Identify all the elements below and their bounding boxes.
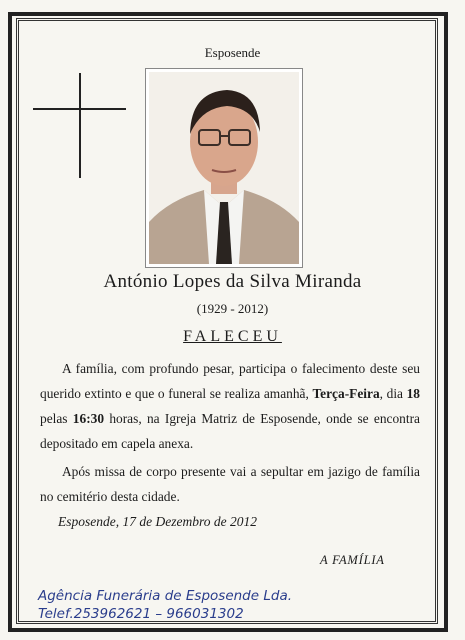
agency-block	[38, 587, 292, 623]
family-signature: A FAMÍLIA	[320, 553, 385, 567]
notice-title: FALECEU	[183, 328, 282, 345]
place-date: Esposende, 17 de Dezembro de 2012	[58, 514, 257, 529]
agency-phone: Telef.253962621 – 966031302	[38, 606, 244, 622]
portrait-image	[149, 72, 299, 264]
funeral-text-3: pelas	[40, 411, 73, 426]
funeral-time: 16:30	[72, 411, 105, 426]
funeral-text-2: , dia	[379, 386, 407, 401]
deceased-name: António Lopes da Silva Miranda	[103, 271, 362, 292]
cross-icon-bar	[33, 108, 126, 110]
funeral-date-number: 18	[406, 386, 420, 401]
cross-icon	[79, 73, 81, 178]
burial-paragraph: Após missa de corpo presente vai a sepultar em jazigo de família no cemitério desta cidade.	[40, 464, 420, 504]
town-header: Esposende	[204, 45, 261, 60]
funeral-day: Terça-Feira	[312, 386, 380, 401]
portrait-photo	[145, 68, 303, 268]
funeral-text-4: horas, na Igreja Matriz de Esposende, onde se encontra depositado em capela anexa.	[40, 411, 420, 451]
life-years: (1929 - 2012)	[196, 301, 269, 316]
funeral-paragraph	[40, 356, 420, 456]
funeral-text-1: A família, com profundo pesar, participa o falecimento deste seu querido extinto e que o funeral se realiza amanhã,	[40, 361, 420, 401]
agency-name: Agência Funerária de Esposende Lda.	[38, 588, 293, 604]
